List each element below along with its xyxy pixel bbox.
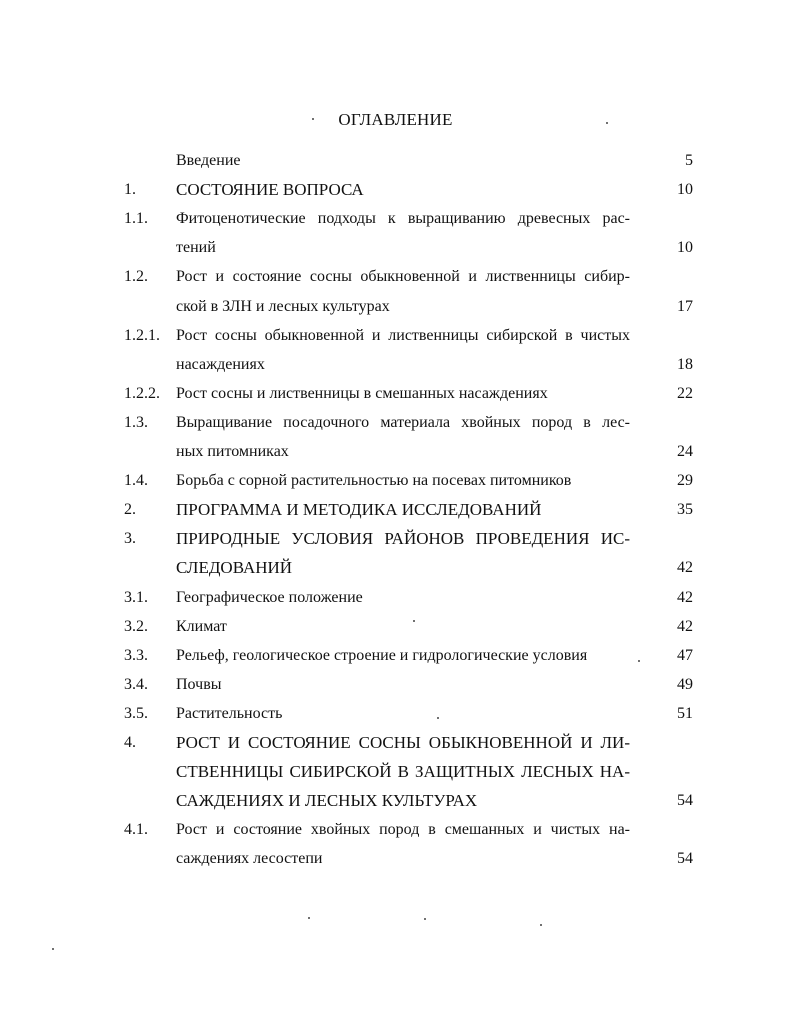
- toc-line: [0, 586, 791, 610]
- toc-line: [0, 673, 791, 697]
- toc-line: [0, 236, 791, 260]
- toc-entry-text: Борьба с сорной растительностью на посевах питомников: [176, 472, 572, 489]
- toc-line: [0, 644, 791, 668]
- toc-page-number: 18: [677, 356, 693, 373]
- toc-page-number: 17: [677, 298, 693, 315]
- toc-entry-text: САЖДЕНИЯХ И ЛЕСНЫХ КУЛЬТУРАХ: [176, 791, 478, 810]
- toc-entry-number: 1.1.: [124, 210, 148, 227]
- toc-entry-text: Рост сосны обыкновенной и лиственницы сибирской в чистых: [176, 327, 630, 344]
- toc-entry-text: ской в ЗЛН и лесных культурах: [176, 298, 390, 315]
- toc-page-number: 51: [677, 705, 693, 722]
- toc-page-number: 42: [677, 618, 693, 635]
- toc-page-number: 24: [677, 443, 693, 460]
- toc-line: [0, 818, 791, 842]
- toc-page-number: 49: [677, 676, 693, 693]
- toc-entry-text: саждениях лесостепи: [176, 850, 323, 867]
- page-title: ОГЛАВЛЕНИЕ: [338, 110, 453, 129]
- scan-speck: [606, 122, 608, 124]
- toc-entry-text: ПРОГРАММА И МЕТОДИКА ИССЛЕДОВАНИЙ: [176, 500, 542, 519]
- toc-entry-number: 3.: [124, 530, 136, 547]
- toc-page-number: 10: [677, 239, 693, 256]
- toc-entry-number: 3.4.: [124, 676, 148, 693]
- toc-line: [0, 469, 791, 493]
- toc-line: [0, 615, 791, 639]
- toc-line: [0, 789, 791, 813]
- toc-entry-number: 3.5.: [124, 705, 148, 722]
- toc-entry-text: Введение: [176, 152, 241, 169]
- scan-speck: [437, 717, 439, 719]
- toc-line: [0, 353, 791, 377]
- toc-entry-number: 1.3.: [124, 414, 148, 431]
- toc-line: [0, 760, 791, 784]
- toc-page-number: 54: [677, 850, 693, 867]
- toc-entry-number: 3.1.: [124, 589, 148, 606]
- toc-line: [0, 411, 791, 435]
- toc-entry-text: РОСТ И СОСТОЯНИЕ СОСНЫ ОБЫКНОВЕННОЙ И ЛИ-: [176, 733, 630, 752]
- toc-entry-number: 2.: [124, 501, 136, 518]
- toc-page-number: 29: [677, 472, 693, 489]
- toc-page-number: 47: [677, 647, 693, 664]
- toc-entry-number: 4.1.: [124, 821, 148, 838]
- toc-page-number: 42: [677, 559, 693, 576]
- scan-speck: [424, 918, 426, 920]
- toc-line: [0, 440, 791, 464]
- toc-entry-number: 1.2.1.: [124, 327, 160, 344]
- toc-entry-text: насаждениях: [176, 356, 265, 373]
- toc-page-number: 10: [677, 181, 693, 198]
- toc-entry-text: СОСТОЯНИЕ ВОПРОСА: [176, 180, 364, 199]
- scan-speck: [308, 917, 310, 919]
- toc-entry-text: Рост и состояние сосны обыкновенной и лиственницы сибир-: [176, 268, 630, 285]
- toc-line: [0, 556, 791, 580]
- scan-speck: [413, 620, 415, 622]
- toc-entry-text: ных питомниках: [176, 443, 289, 460]
- toc-entry-number: 3.3.: [124, 647, 148, 664]
- toc-line: [0, 295, 791, 319]
- toc-page-number: 42: [677, 589, 693, 606]
- toc-entry-number: 4.: [124, 734, 136, 751]
- toc-line: [0, 382, 791, 406]
- toc-entry-number: 3.2.: [124, 618, 148, 635]
- toc-entry-number: 1.4.: [124, 472, 148, 489]
- toc-line: [0, 265, 791, 289]
- toc-entry-number: 1.: [124, 181, 136, 198]
- toc-entry-text: Растительность: [176, 705, 283, 722]
- toc-entry-text: Рельеф, геологическое строение и гидрологические условия: [176, 647, 588, 664]
- toc-entry-text: Климат: [176, 618, 227, 635]
- toc-entry-text: Рост сосны и лиственницы в смешанных насаждениях: [176, 385, 548, 402]
- toc-entry-text: Почвы: [176, 676, 222, 693]
- toc-line: [0, 527, 791, 551]
- scan-speck: [638, 660, 640, 662]
- toc-line: [0, 324, 791, 348]
- toc-line: [0, 702, 791, 726]
- toc-page-number: 54: [677, 792, 693, 809]
- toc-entry-text: тений: [176, 239, 216, 256]
- toc-entry-number: 1.2.: [124, 268, 148, 285]
- toc-line: [0, 149, 791, 173]
- toc-entry-text: Рост и состояние хвойных пород в смешанных и чистых на-: [176, 821, 630, 838]
- toc-page-number: 5: [685, 152, 693, 169]
- toc-line: [0, 498, 791, 522]
- toc-page-number: 22: [677, 385, 693, 402]
- toc-entry-text: Географическое положение: [176, 589, 363, 606]
- toc-line: [0, 847, 791, 871]
- scan-speck: [52, 948, 54, 950]
- toc-line: [0, 178, 791, 202]
- toc-entry-text: СЛЕДОВАНИЙ: [176, 558, 293, 577]
- scan-speck: [312, 118, 314, 120]
- toc-line: [0, 207, 791, 231]
- toc-entry-text: СТВЕННИЦЫ СИБИРСКОЙ В ЗАЩИТНЫХ ЛЕСНЫХ НА-: [176, 762, 630, 781]
- scan-speck: [540, 924, 542, 926]
- toc-entry-number: 1.2.2.: [124, 385, 160, 402]
- toc-line: [0, 731, 791, 755]
- toc-entry-text: Фитоценотические подходы к выращиванию древесных рас-: [176, 210, 630, 227]
- toc-entry-text: ПРИРОДНЫЕ УСЛОВИЯ РАЙОНОВ ПРОВЕДЕНИЯ ИС-: [176, 529, 630, 548]
- toc-page-number: 35: [677, 501, 693, 518]
- toc-entry-text: Выращивание посадочного материала хвойных пород в лес-: [176, 414, 630, 431]
